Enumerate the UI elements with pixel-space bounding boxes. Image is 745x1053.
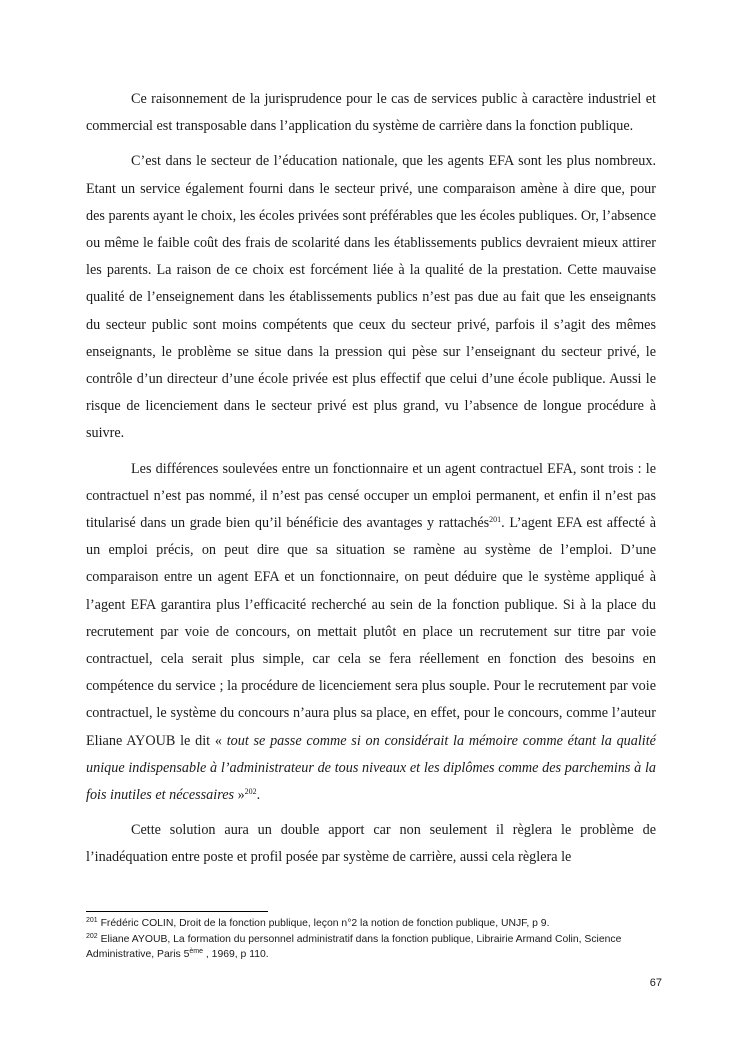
ayoub-quote: tout se passe comme si on considérait la mémoire comme étant la qualité unique indispensable à l’administrateur de tous niveaux et les diplômes comme des parchemins à la fois inutiles et nécessaires xyxy=(86,732,656,804)
footnote-ref-202[interactable]: 202 xyxy=(244,787,257,797)
paragraph-2: C’est dans le secteur de l’éducation nationale, que les agents EFA sont les plus nombreux. Etant un service également fourni dans le secteur privé, une comparaison amène à dire que, pour des parents ayant le choix, les écoles privées sont préférables que les écoles publiques. Or, l’absence ou même le faible coût des frais de scolarité dans les établissements publics devraient mieux attirer les parents. La raison de ce choix est forcément liée à la qualité de la prestation. Cette mauvaise qualité de l’enseignement dans les établissements publics n’est pas due au fait que les enseignants du secteur public sont moins compétents que ceux du secteur privé, parfois il s’agit des mêmes enseignants, le problème se situe dans la pression qui pèse sur l’enseignant du secteur privé, le contrôle d’un directeur d’une école privée est plus effectif que celui d’une école publique. Aussi le risque de licenciement dans le secteur privé est plus grand, vu l’absence de longue procédure à suivre. xyxy=(86,153,656,442)
footnotes xyxy=(86,916,661,963)
paragraph-3 xyxy=(86,456,656,810)
footnote-202 xyxy=(86,932,661,963)
footnote-ref-201[interactable]: 201 xyxy=(489,515,502,525)
footnote-201 xyxy=(86,916,661,932)
body-text xyxy=(86,86,656,872)
paragraph-3-end: . xyxy=(256,787,261,804)
paragraph-3-text-a: Les différences soulevées entre un fonctionnaire et un agent contractuel EFA, sont trois : le contractuel n’est pas nommé, il n’est pas censé occuper un emploi permanent, et enfin il n’est pas titularisé dans un grade bien qu’il bénéficie des avantages y rattachés xyxy=(86,460,656,532)
footnote-number: 202 xyxy=(86,932,98,940)
footnote-text-end: , 1969, p 110. xyxy=(203,949,269,960)
paragraph-1: Ce raisonnement de la jurisprudence pour le cas de services public à caractère industriel et commercial est transposable dans l’application du système de carrière dans la fonction publique. xyxy=(86,91,656,135)
footnote-text: Frédéric COLIN, Droit de la fonction publique, leçon n°2 la notion de fonction publique, UNJF, p 9. xyxy=(97,918,550,929)
footnote-separator xyxy=(86,911,268,912)
page-number: 67 xyxy=(649,977,662,989)
footnote-number: 201 xyxy=(86,917,98,924)
paragraph-3-text-b: . L’agent EFA est affecté à un emploi précis, on peut dire que sa situation se ramène au système de l’emploi. D’une comparaison entre un agent EFA et un fonctionnaire, on peut déduire que le système appliqué à l’agent EFA garantira plus l’efficacité recherché au sein de la fonction publique. Si à la place du recrutement par voie de concours, on mettait plutôt en place un recrutement sur titre par voie contractuel, cela serait plus simple, car cela se fera réellement en fonction des besoins en compétence du service ; la procédure de licenciement sera plus souple. Pour le recrutement par voie contractuel, le système du concours n’aura plus sa place, en effet, pour le concours, comme l’auteur Eliane AYOUB le dit « xyxy=(86,515,657,749)
ordinal-suffix: ème xyxy=(189,948,203,955)
footnote-text: Eliane AYOUB, La formation du personnel administratif dans la fonction publique, Librairie Armand Colin, Science Administrative, Paris 5 xyxy=(86,933,622,960)
paragraph-4: Cette solution aura un double apport car non seulement il règlera le problème de l’inadéquation entre poste et profil posée par système de carrière, aussi cela règlera le xyxy=(86,822,656,866)
quote-close: » xyxy=(234,787,245,804)
